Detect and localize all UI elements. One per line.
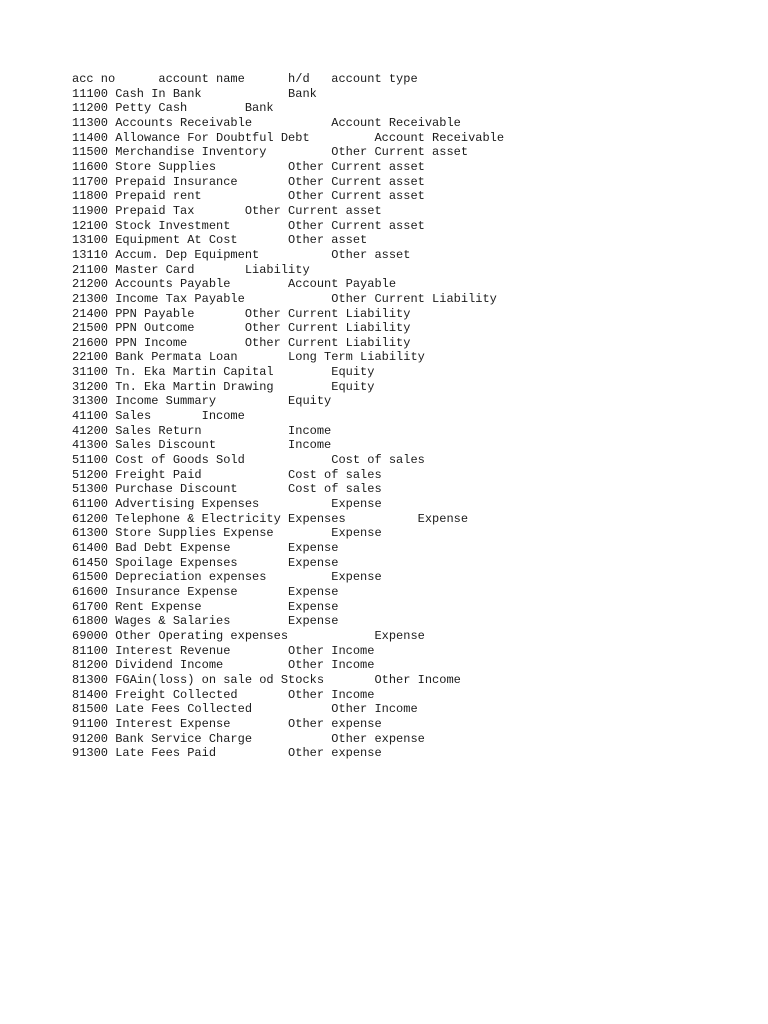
account-line: 11900 Prepaid Tax Other Current asset	[72, 203, 382, 218]
account-line: 61700 Rent Expense Expense	[72, 599, 339, 614]
account-line: 91100 Interest Expense Other expense	[72, 716, 382, 731]
account-line: 61200 Telephone & Electricity Expenses Expense	[72, 511, 469, 526]
account-line: 81300 FGAin(loss) on sale od Stocks Other Income	[72, 672, 461, 687]
account-line: 61100 Advertising Expenses Expense	[72, 497, 382, 512]
account-line: 21200 Accounts Payable Account Payable	[72, 277, 397, 292]
header-line: acc no account name h/d account type	[72, 72, 418, 86]
account-line: 11200 Petty Cash Bank	[72, 101, 274, 116]
account-line: 41100 Sales Income	[72, 409, 245, 424]
account-line: 21300 Income Tax Payable Other Current Liability	[72, 291, 497, 306]
account-line: 11400 Allowance For Doubtful Debt Account Receivable	[72, 130, 505, 145]
account-line: 21600 PPN Income Other Current Liability	[72, 335, 411, 350]
account-line: 61300 Store Supplies Expense Expense	[72, 526, 382, 541]
account-list	[72, 72, 504, 761]
account-line: 21500 PPN Outcome Other Current Liability	[72, 321, 411, 336]
account-line: 13110 Accum. Dep Equipment Other asset	[72, 247, 411, 262]
account-line: 31100 Tn. Eka Martin Capital Equity	[72, 365, 375, 380]
account-line: 13100 Equipment At Cost Other asset	[72, 233, 368, 248]
account-line: 61400 Bad Debt Expense Expense	[72, 541, 339, 555]
account-line: 11300 Accounts Receivable Account Receivable	[72, 115, 461, 130]
account-line: 12100 Stock Investment Other Current asset	[72, 218, 425, 233]
account-line: 91300 Late Fees Paid Other expense	[72, 746, 382, 761]
account-line: 31300 Income Summary Equity	[72, 394, 332, 409]
account-line: 51100 Cost of Goods Sold Cost of sales	[72, 453, 425, 468]
account-line: 61450 Spoilage Expenses Expense	[72, 555, 339, 570]
account-line: 11800 Prepaid rent Other Current asset	[72, 189, 425, 204]
account-line: 81100 Interest Revenue Other Income	[72, 643, 375, 658]
account-line: 81200 Dividend Income Other Income	[72, 658, 375, 673]
account-line: 21100 Master Card Liability	[72, 262, 310, 277]
account-line: 81500 Late Fees Collected Other Income	[72, 702, 418, 717]
account-line: 41300 Sales Discount Income	[72, 438, 332, 453]
account-line: 11700 Prepaid Insurance Other Current asset	[72, 174, 425, 189]
account-line: 61800 Wages & Salaries Expense	[72, 614, 339, 629]
account-line: 31200 Tn. Eka Martin Drawing Equity	[72, 379, 375, 394]
account-line: 22100 Bank Permata Loan Long Term Liability	[72, 350, 425, 365]
account-line: 21400 PPN Payable Other Current Liability	[72, 306, 411, 321]
account-line: 51200 Freight Paid Cost of sales	[72, 467, 382, 482]
account-line: 11100 Cash In Bank Bank	[72, 86, 317, 101]
account-line: 41200 Sales Return Income	[72, 423, 332, 438]
account-line: 61600 Insurance Expense Expense	[72, 584, 339, 599]
account-line: 61500 Depreciation expenses Expense	[72, 570, 382, 585]
account-line: 81400 Freight Collected Other Income	[72, 687, 375, 702]
account-line: 11600 Store Supplies Other Current asset	[72, 159, 425, 174]
account-line: 69000 Other Operating expenses Expense	[72, 628, 425, 643]
account-line: 51300 Purchase Discount Cost of sales	[72, 482, 382, 497]
account-line: 91200 Bank Service Charge Other expense	[72, 731, 425, 746]
account-line: 11500 Merchandise Inventory Other Current asset	[72, 145, 469, 160]
